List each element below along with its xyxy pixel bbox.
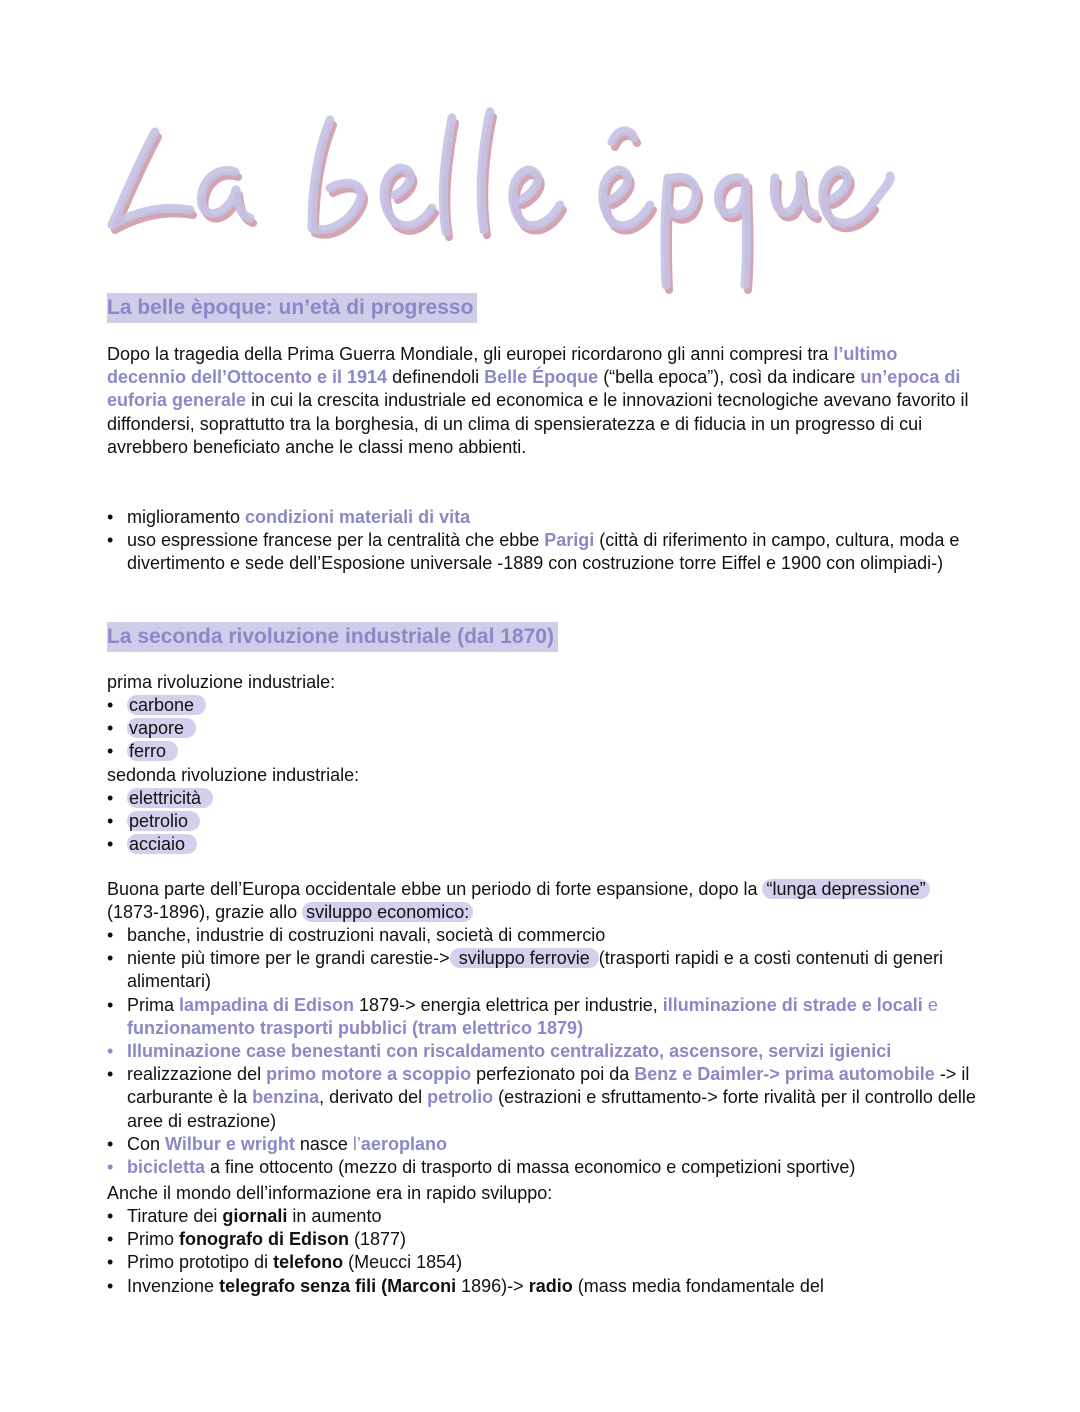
list-item: • miglioramento condizioni materiali di vita xyxy=(107,507,471,527)
list-item: • Con Wilbur e wright nasce l’aeroplano xyxy=(107,1133,447,1154)
information-label: Anche il mondo dell’informazione era in rapido sviluppo: xyxy=(107,1183,553,1203)
development-list xyxy=(107,924,977,1179)
list-item: • elettricità xyxy=(107,787,977,810)
list-item: • Tirature dei giornali in aumento xyxy=(107,1206,382,1226)
expansion-paragraph: Buona parte dell’Europa occidentale ebbe un periodo di forte espansione, dopo la “lunga depressione” (1873-1896), grazie allo sviluppo economico: xyxy=(107,878,977,924)
list-item: • bicicletta a fine ottocento (mezzo di trasporto di massa economico e competizioni sportive) xyxy=(107,1157,856,1178)
list-item: • Primo fonografo di Edison (1877) xyxy=(107,1229,407,1250)
list-item: • niente più timore per le grandi carestie-> sviluppo ferrovie (trasporti rapidi e a costi contenuti di generi alimentari) xyxy=(107,948,943,992)
second-revolution-list xyxy=(107,787,977,857)
list-item: • acciaio xyxy=(107,833,977,856)
second-revolution-label: sedonda rivoluzione industriale: xyxy=(107,765,360,785)
list-item: • vapore xyxy=(107,717,977,740)
list-item: • carbone xyxy=(107,694,977,717)
information-list xyxy=(107,1205,977,1298)
section-title-progress: La belle èpoque: un’età di progresso xyxy=(107,293,477,323)
first-revolution-list xyxy=(107,694,977,764)
handwritten-title xyxy=(0,0,1080,300)
list-item: • Prima lampadina di Edison 1879-> energia elettrica per industrie, illuminazione di strade e locali e funzionamento trasporti pubblici (tram elettrico 1879) xyxy=(107,994,938,1038)
first-revolution-label: prima rivoluzione industriale: xyxy=(107,672,336,692)
intro-paragraph: Dopo la tragedia della Prima Guerra Mondiale, gli europei ricordarono gli anni compresi tra l’ultimo decennio dell’Ottocento e il 1914 definendoli Belle Époque (“bella epoca”), così da indicare un’epoca di euforia generale in cui la crescita industriale ed economica e le innovazioni tecnologiche avevano favorito il diffondersi, soprattutto tra la borghesia, di un clima di spensieratezza e di fiducia in un progresso di cui avrebbero beneficiato anche le classi meno abbienti. xyxy=(107,344,969,457)
list-item: • ferro xyxy=(107,740,977,763)
list-item: • Primo prototipo di telefono (Meucci 1854) xyxy=(107,1252,463,1273)
list-item: • petrolio xyxy=(107,810,977,833)
list-item: • banche, industrie di costruzioni navali, società di commercio xyxy=(107,925,606,945)
list-item: • uso espressione francese per la centralità che ebbe Parigi (città di riferimento in campo, cultura, moda e divertimento e sede dell’Esposione universale -1889 con costruzione torre Eiffel e 1900 con olimpiadi-) xyxy=(107,530,960,574)
list-item: • realizzazione del primo motore a scoppio perfezionato poi da Benz e Daimler-> prima automobile -> il carburante è la benzina, derivato del petrolio (estrazioni e sfruttamento-> forte rivalità per il controllo delle aree di estrazione) xyxy=(107,1064,976,1131)
section-title-industrial-revolution: La seconda rivoluzione industriale (dal 1870) xyxy=(107,622,558,652)
progress-list xyxy=(107,506,977,576)
list-item: • Illuminazione case benestanti con riscaldamento centralizzato, ascensore, servizi igienici xyxy=(107,1041,892,1062)
list-item: • Invenzione telegrafo senza fili (Marconi 1896)-> radio (mass media fondamentale del xyxy=(107,1275,824,1296)
